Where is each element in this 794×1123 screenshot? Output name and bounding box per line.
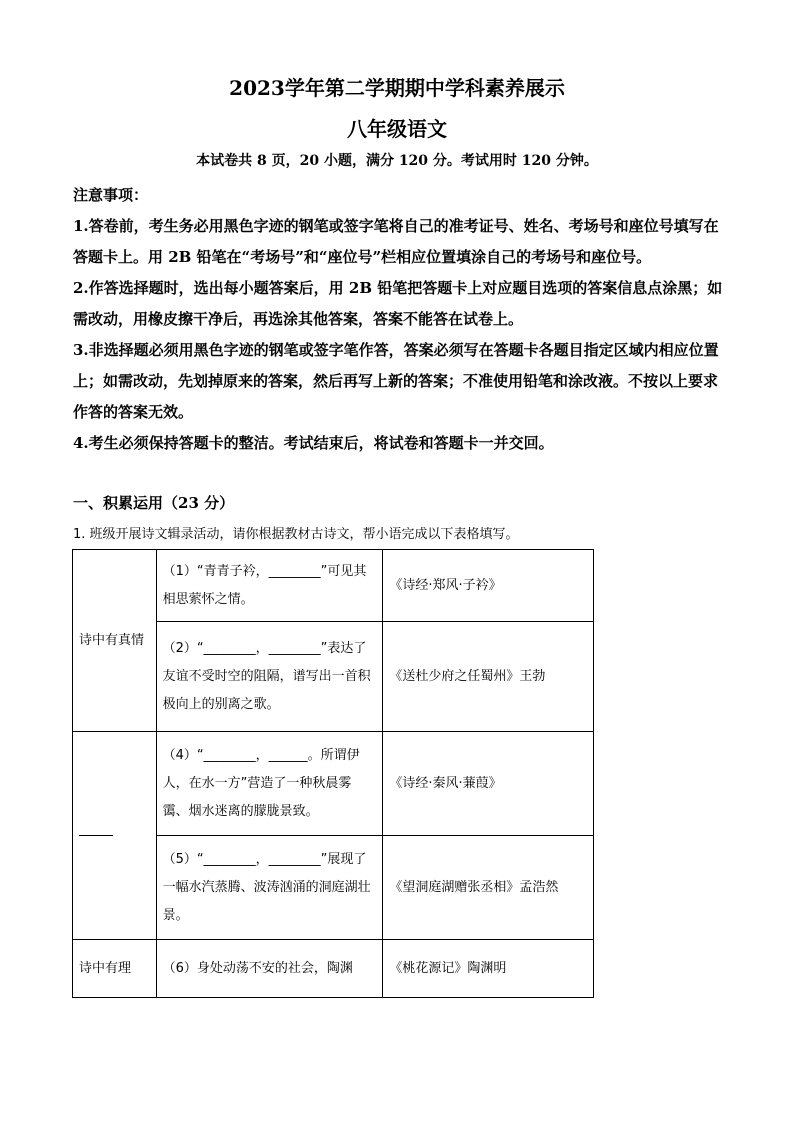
content-cell: （6）身处动荡不安的社会，陶渊 xyxy=(156,940,383,998)
source-cell: 《望洞庭湖赠张丞相》孟浩然 xyxy=(383,836,594,940)
exam-subtitle: 八年级语文 xyxy=(347,117,447,141)
exam-title: 2023学年第二学期期中学科素养展示 xyxy=(229,76,565,100)
notes-heading: 注意事项： xyxy=(73,186,149,204)
section-title: 一、积累运用（23 分） xyxy=(73,494,235,512)
category-cell: 诗中有理 xyxy=(73,940,157,998)
content-cell: （5）“________，________”展现了一幅水汽蒸腾、波涛汹涌的洞庭湖壮景。 xyxy=(156,836,383,940)
notes-block xyxy=(73,180,723,459)
content-cell: （2）“________，________”表达了友谊不受时空的阻隔，谱写出一首积极向上的别离之歌。 xyxy=(156,622,383,732)
category-cell: 诗中有真情 xyxy=(73,550,157,732)
exam-info: 本试卷共 8 页，20 小题，满分 120 分。考试用时 120 分钟。 xyxy=(196,153,598,169)
source-cell: 《诗经·秦风·蒹葭》 xyxy=(383,732,594,836)
notes-item-4: 4.考生必须保持答题卡的整洁。考试结束后，将试卷和答题卡一并交回。 xyxy=(73,434,554,452)
category-blank-cell xyxy=(73,732,157,940)
poem-table xyxy=(72,549,594,998)
content-cell: （4）“________，______。所谓伊人，在水一方”营造了一种秋晨雾霭、烟水迷离的朦胧景致。 xyxy=(156,732,383,836)
category-blank-line xyxy=(79,834,113,836)
notes-item-2: 2.作答选择题时，选出每小题答案后，用 2B 铅笔把答题卡上对应题目选项的答案信息点涂黑；如需改动，用橡皮擦干净后，再选涂其他答案，答案不能答在试卷上。 xyxy=(73,279,723,328)
source-cell: 《送杜少府之任蜀州》王勃 xyxy=(383,622,594,732)
question-1-prompt: 1. 班级开展诗文辑录活动，请你根据教材古诗文，帮小语完成以下表格填写。 xyxy=(73,527,519,542)
notes-item-3: 3.非选择题必须用黑色字迹的钢笔或签字笔作答，答案必须写在答题卡各题目指定区域内相应位置上；如需改动，先划掉原来的答案，然后再写上新的答案；不准使用铅笔和涂改液。不按以上要求作答的答案无效。 xyxy=(73,341,719,421)
table-row xyxy=(73,940,594,998)
content-cell: （1）“青青子衿，________”可见其相思萦怀之情。 xyxy=(156,550,383,622)
source-cell: 《诗经·郑风·子衿》 xyxy=(383,550,594,622)
table-row xyxy=(73,550,594,622)
notes-item-1: 1.答卷前，考生务必用黑色字迹的钢笔或签字笔将自己的准考证号、姓名、考场号和座位号填写在答题卡上。用 2B 铅笔在“考场号”和“座位号”栏相应位置填涂自己的考场号和座位号。 xyxy=(73,217,719,266)
source-cell: 《桃花源记》陶渊明 xyxy=(383,940,594,998)
table-row xyxy=(73,732,594,836)
